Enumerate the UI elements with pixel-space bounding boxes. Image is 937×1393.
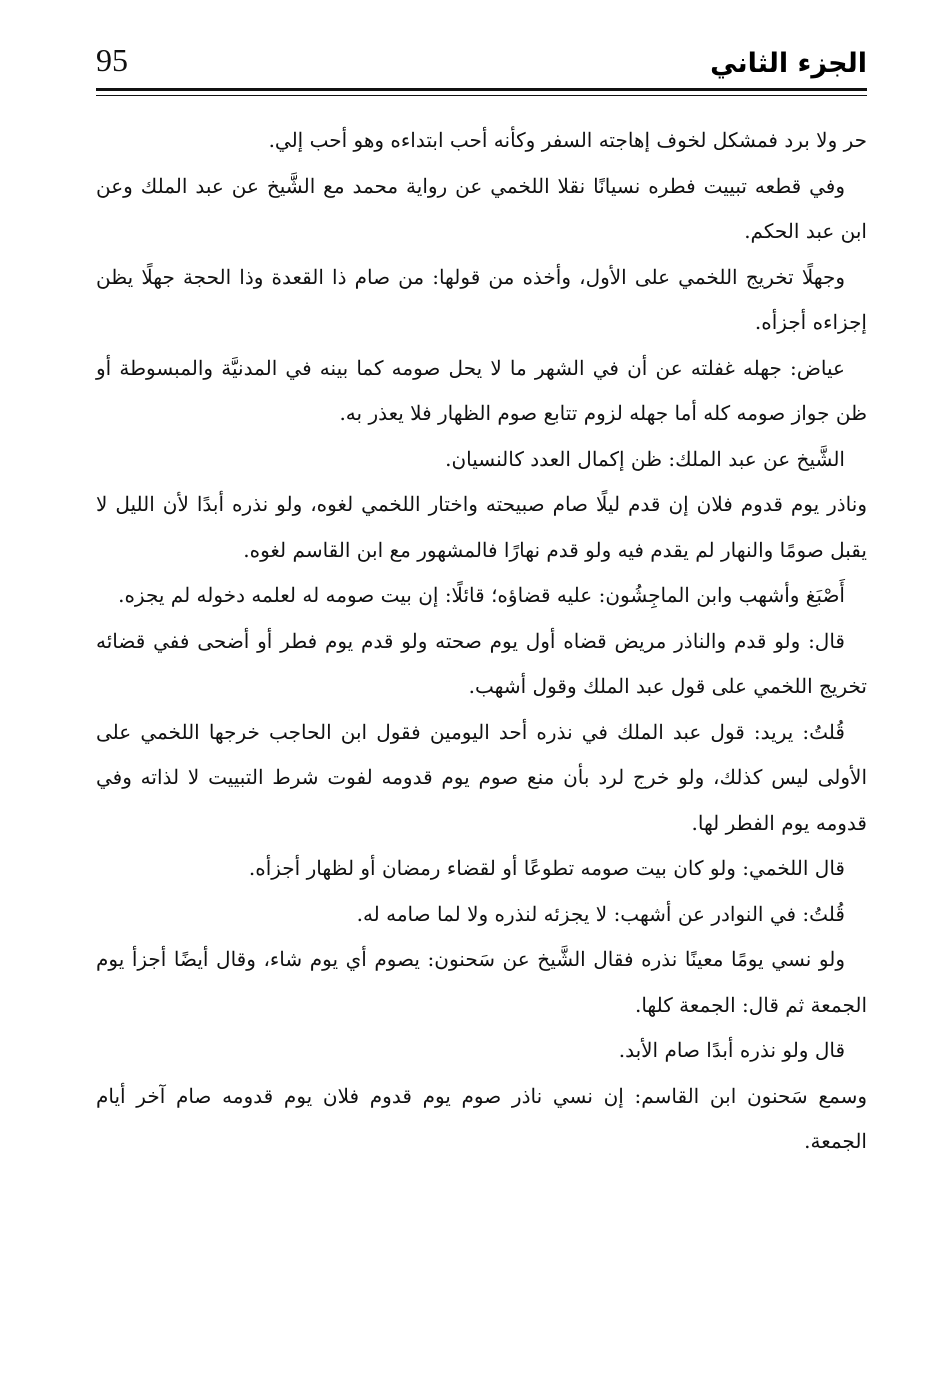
paragraph: وجهلًا تخريج اللخمي على الأول، وأخذه من قولها: من صام ذا القعدة وذا الحجة جهلًا يظن إجزاءه أجزأه.	[96, 264, 867, 334]
paragraph: عياض: جهله غفلته عن أن في الشهر ما لا يحل صومه كما بينه في المدنيَّة والمبسوطة أو ظن جواز صومه كله أما جهله لزوم تتابع صوم الظهار فلا يعذر به.	[96, 355, 867, 425]
running-title: الجزء الثاني	[710, 48, 867, 79]
paragraph: الشَّيخ عن عبد الملك: ظن إكمال العدد كالنسيان.	[445, 446, 845, 471]
page-header	[96, 40, 867, 94]
page-number: 95	[96, 42, 128, 78]
header-rule-thick	[96, 88, 867, 91]
paragraph: قُلتُ: في النوادر عن أشهب: لا يجزئه لنذره ولا لما صامه له.	[356, 901, 845, 926]
paragraph: وسمع سَحنون ابن القاسم: إن نسي ناذر صوم يوم قدوم فلان يوم قدومه صام آخر أيام الجمعة.	[96, 1083, 867, 1153]
paragraph: ولو نسي يومًا معينًا نذره فقال الشَّيخ عن سَحنون: يصوم أي يوم شاء، وقال أيضًا أجزأ يوم الجمعة ثم قال: الجمعة كلها.	[96, 947, 867, 1017]
body-text	[96, 118, 867, 1165]
paragraph: قال: ولو قدم والناذر مريض قضاه أول يوم صحته ولو قدم يوم فطر أو أضحى ففي قضائه تخريج اللخمي على قول عبد الملك وقول أشهب.	[96, 628, 867, 698]
paragraph: حر ولا برد فمشكل لخوف إهاجته السفر وكأنه أحب ابتداءه وهو أحب إلي.	[268, 128, 867, 152]
header-rule-thin	[96, 95, 867, 96]
paragraph: أَصْبَغ وأشهب وابن الماجِشُون: عليه قضاؤه؛ قائلًا: إن بيت صومه له لعلمه دخوله لم يجزه.	[118, 583, 845, 607]
paragraph: قُلتُ: يريد: قول عبد الملك في نذره أحد اليومين فقول ابن الحاجب خرجها اللخمي على الأولى ليس كذلك، ولو خرج لرد بأن منع صوم يوم قدومه لفوت شرط التبييت لا لذاته وفي قدومه يوم الفطر لها.	[96, 719, 867, 835]
paragraph: وناذر يوم قدوم فلان إن قدم ليلًا صام صبيحته واختار اللخمي لغوه، ولو نذره أبدًا لأن الليل لا يقبل صومًا والنهار لم يقدم فيه ولو قدم نهارًا فالمشهور مع ابن القاسم لغوه.	[96, 492, 867, 562]
paragraph: قال اللخمي: ولو كان بيت صومه تطوعًا أو لقضاء رمضان أو لظهار أجزأه.	[248, 856, 845, 880]
paragraph: قال ولو نذره أبدًا صام الأبد.	[618, 1038, 845, 1062]
paragraph: وفي قطعه تبييت فطره نسيانًا نقلا اللخمي عن رواية محمد مع الشَّيخ عن عبد الملك وعن ابن عبد الحكم.	[96, 173, 867, 243]
